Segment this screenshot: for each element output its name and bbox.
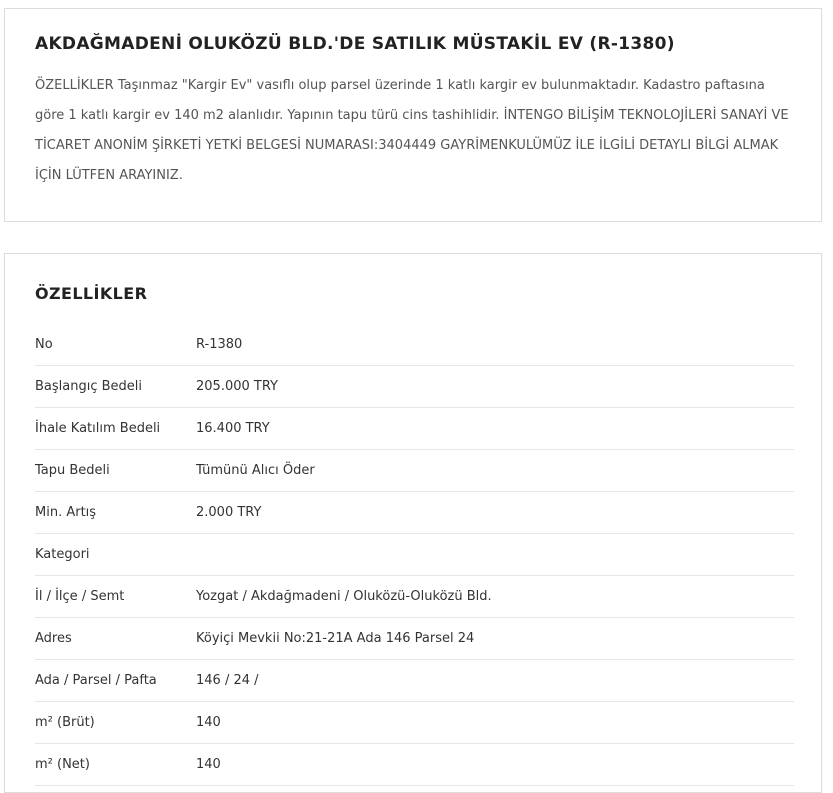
feature-value: Köyiçi Mevkii No:21-21A Ada 146 Parsel 24 (196, 631, 475, 646)
feature-label: Adres (35, 631, 72, 646)
listing-description: ÖZELLİKLER Taşınmaz "Kargir Ev" vasıflı olup parsel üzerinde 1 katlı kargir ev bulunmaktadır. Kadastro paftasına göre 1 katlı kargir ev 140 m2 alanlıdır. Yapının tapu türü cins tashihlidir. İNTENGO BİLİŞİM TEKNOLOJİLERİ SANAYİ VE TİCARET ANONİM ŞİRKETİ YETKİ BELGESİ NUMARASI:3404449 GAYRİMENKULÜMÜZ İLE İLGİLİ DETAYLI BİLGİ ALMAK İÇİN LÜTFEN ARAYINIZ. (35, 78, 789, 183)
feature-row-deed-fee (35, 450, 794, 492)
feature-label: m² (Brüt) (35, 715, 95, 730)
feature-value: R-1380 (196, 337, 243, 352)
features-title: ÖZELLİKLER (35, 284, 148, 303)
feature-row-min-increment (35, 492, 794, 534)
feature-row-gross-area (35, 702, 794, 744)
features-card (4, 253, 822, 793)
feature-row-starting-price (35, 366, 794, 408)
feature-value: 2.000 TRY (196, 505, 262, 520)
features-table (35, 324, 794, 786)
listing-title: AKDAĞMADENİ OLUKÖZÜ BLD.'DE SATILIK MÜSTAKİL EV (R-1380) (35, 34, 675, 54)
feature-label: Ada / Parsel / Pafta (35, 673, 157, 688)
feature-label: No (35, 337, 53, 352)
feature-value: 146 / 24 / (196, 673, 259, 688)
feature-value: 140 (196, 715, 221, 730)
feature-label: Kategori (35, 547, 90, 562)
feature-row-participation-fee (35, 408, 794, 450)
feature-value: 16.400 TRY (196, 421, 270, 436)
feature-row-no (35, 324, 794, 366)
feature-row-parcel (35, 660, 794, 702)
feature-label: m² (Net) (35, 757, 90, 772)
feature-label: Tapu Bedeli (35, 463, 110, 478)
feature-value: Yozgat / Akdağmadeni / Oluközü-Oluközü Bld. (196, 589, 492, 604)
feature-row-category (35, 534, 794, 576)
feature-label: İhale Katılım Bedeli (35, 421, 161, 436)
feature-row-address (35, 618, 794, 660)
listing-summary-card (4, 8, 822, 222)
feature-label: Başlangıç Bedeli (35, 379, 143, 394)
feature-value: Tümünü Alıcı Öder (196, 463, 315, 478)
feature-label: Min. Artış (35, 505, 97, 520)
feature-value: 140 (196, 757, 221, 772)
feature-label: İl / İlçe / Semt (35, 589, 125, 604)
feature-row-location (35, 576, 794, 618)
feature-value: 205.000 TRY (196, 379, 278, 394)
feature-row-net-area (35, 744, 794, 786)
